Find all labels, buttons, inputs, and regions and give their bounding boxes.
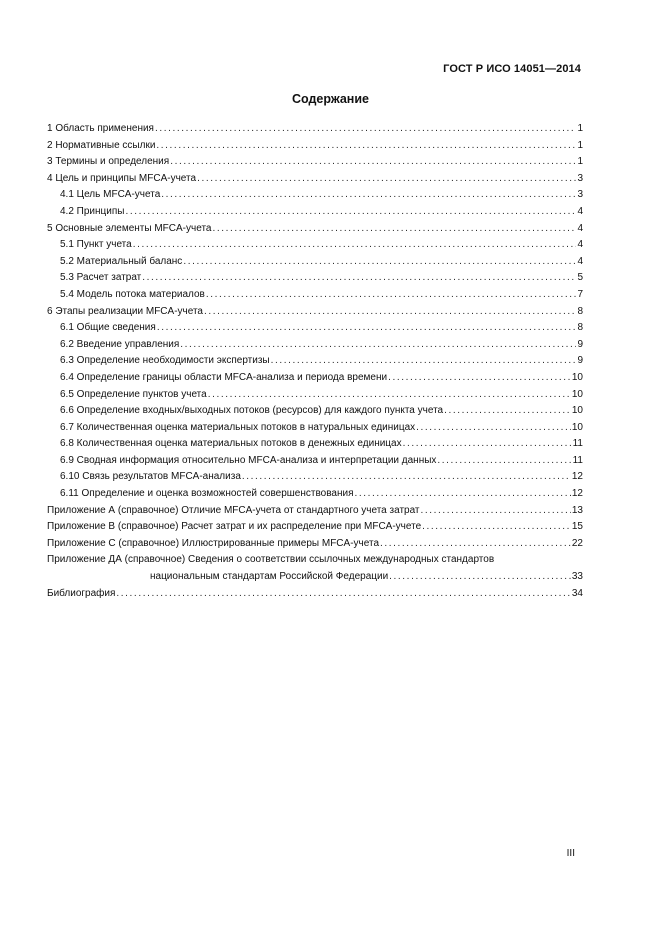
toc-entry[interactable] <box>47 486 583 503</box>
toc-entry-label: 5.2 Материальный баланс <box>60 255 183 267</box>
toc-entry[interactable] <box>47 387 583 404</box>
toc-leader-dots <box>206 287 577 304</box>
toc-entry-page: 12 <box>571 471 583 483</box>
toc-leader-dots <box>389 569 571 586</box>
toc-leader-dots <box>403 436 572 453</box>
toc-entry[interactable] <box>47 586 583 603</box>
toc-entry-label: 6.1 Общие сведения <box>60 322 156 334</box>
toc-entry[interactable] <box>47 552 583 585</box>
toc-entry[interactable] <box>47 187 583 204</box>
toc-leader-dots <box>242 469 571 486</box>
toc-entry-label: Приложение ДА (справочное) Сведения о соответствии ссылочных международных стандартов <box>47 554 495 566</box>
toc-leader-dots <box>157 320 577 337</box>
toc-entry[interactable] <box>47 304 583 321</box>
standard-designation: ГОСТ Р ИСО 14051—2014 <box>443 63 581 75</box>
toc-entry-page: 10 <box>571 371 583 383</box>
toc-entry[interactable] <box>47 138 583 155</box>
toc-entry-page: 10 <box>571 388 583 400</box>
toc-entry-page: 5 <box>577 272 583 284</box>
toc-leader-dots <box>416 420 571 437</box>
toc-entry-label: 6.7 Количественная оценка материальных потоков в натуральных единицах <box>60 421 416 433</box>
toc-entry-page: 4 <box>577 205 583 217</box>
toc-entry[interactable] <box>47 536 583 553</box>
toc-leader-dots <box>183 254 576 271</box>
toc-entry-label-continued: национальным стандартам Российской Федерации <box>150 571 389 583</box>
page-number: III <box>566 848 575 859</box>
toc-entry-page: 8 <box>577 305 583 317</box>
toc-entry[interactable] <box>47 320 583 337</box>
toc-entry-page: 33 <box>571 571 583 583</box>
toc-entry-label: 5.1 Пункт учета <box>60 239 132 251</box>
toc-entry-label: 6 Этапы реализации MFCA-учета <box>47 305 203 317</box>
toc-entry[interactable] <box>47 436 583 453</box>
toc-entry-label: 1 Область применения <box>47 123 154 134</box>
toc-leader-dots <box>133 237 577 254</box>
toc-entry[interactable] <box>47 420 583 437</box>
toc-entry-label: 6.10 Связь результатов MFCA-анализа <box>60 471 241 483</box>
toc-entry-page: 8 <box>577 322 583 334</box>
toc-entry[interactable] <box>47 204 583 221</box>
toc-entry-page: 9 <box>577 338 583 350</box>
toc-entry[interactable] <box>47 154 583 171</box>
toc-entry-page: 3 <box>577 172 583 184</box>
toc-leader-dots <box>155 121 576 138</box>
toc-entry-label: 6.3 Определение необходимости экспертизы <box>60 355 270 367</box>
toc-leader-dots <box>156 138 576 155</box>
toc-entry[interactable] <box>47 469 583 486</box>
toc-entry-label: Приложение С (справочное) Иллюстрированные примеры MFCA-учета <box>47 537 380 549</box>
toc-entry-page: 22 <box>571 537 583 549</box>
toc-entry-label: 6.6 Определение входных/выходных потоков (ресурсов) для каждого пункта учета <box>60 405 444 417</box>
toc-entry-page: 12 <box>571 488 583 500</box>
toc-leader-dots <box>422 519 571 536</box>
toc-entry[interactable] <box>47 353 583 370</box>
toc-entry-page: 1 <box>577 156 583 168</box>
toc-leader-dots <box>161 187 576 204</box>
toc-entry-label: 5.4 Модель потока материалов <box>60 288 205 300</box>
toc-leader-dots <box>437 453 571 470</box>
toc-entry[interactable] <box>47 270 583 287</box>
toc-entry-label: 5.3 Расчет затрат <box>60 272 142 284</box>
toc-entry-page: 15 <box>571 521 583 533</box>
toc-entry-page: 7 <box>577 288 583 300</box>
toc-entry[interactable] <box>47 237 583 254</box>
toc-entry-label: 6.8 Количественная оценка материальных потоков в денежных единицах <box>60 438 402 450</box>
toc-leader-dots <box>116 586 570 603</box>
table-of-contents <box>47 121 583 602</box>
toc-entry[interactable] <box>47 403 583 420</box>
toc-leader-dots <box>388 370 571 387</box>
toc-entry[interactable] <box>47 453 583 470</box>
toc-entry-label: 5 Основные элементы MFCA-учета <box>47 222 212 234</box>
toc-entry-page: 1 <box>577 123 583 134</box>
toc-entry-page: 13 <box>571 504 583 516</box>
toc-entry[interactable] <box>47 503 583 520</box>
toc-leader-dots <box>444 403 571 420</box>
toc-entry-page: 34 <box>571 587 583 599</box>
toc-leader-dots <box>355 486 571 503</box>
toc-entry-label: 4.2 Принципы <box>60 205 125 217</box>
toc-entry-label: Приложение А (справочное) Отличие MFCA-учета от стандартного учета затрат <box>47 504 420 516</box>
toc-entry-label: 6.2 Введение управления <box>60 338 180 350</box>
toc-entry[interactable] <box>47 254 583 271</box>
toc-entry[interactable] <box>47 121 583 138</box>
toc-entry-page: 3 <box>577 189 583 201</box>
toc-entry-page: 10 <box>571 405 583 417</box>
toc-entry-label: Библиография <box>47 587 116 599</box>
toc-entry-label: 6.11 Определение и оценка возможностей совершенствования <box>60 488 354 500</box>
toc-entry[interactable] <box>47 337 583 354</box>
toc-leader-dots <box>170 154 576 171</box>
toc-entry[interactable] <box>47 171 583 188</box>
toc-leader-dots <box>421 503 571 520</box>
toc-entry-label: 6.5 Определение пунктов учета <box>60 388 207 400</box>
toc-entry-label: 6.9 Сводная информация относительно MFCA-анализа и интерпретации данных <box>60 454 437 466</box>
toc-entry[interactable] <box>47 370 583 387</box>
toc-entry-page: 4 <box>577 239 583 251</box>
toc-leader-dots <box>125 204 576 221</box>
toc-leader-dots <box>142 270 576 287</box>
toc-entry-label: Приложение В (справочное) Расчет затрат и их распределение при MFCA-учете <box>47 521 422 533</box>
toc-leader-dots <box>197 171 576 188</box>
toc-leader-dots <box>212 221 576 238</box>
toc-entry-page: 1 <box>577 139 583 151</box>
toc-entry-label: 4 Цель и принципы MFCA-учета <box>47 172 197 184</box>
toc-leader-dots <box>180 337 576 354</box>
toc-entry[interactable] <box>47 519 583 536</box>
toc-leader-dots <box>204 304 576 321</box>
toc-leader-dots <box>271 353 577 370</box>
toc-leader-dots <box>208 387 571 404</box>
page-title: Содержание <box>291 92 369 106</box>
toc-leader-dots <box>380 536 571 553</box>
toc-entry-page: 4 <box>577 255 583 267</box>
toc-entry-label: 6.4 Определение границы области MFCA-анализа и периода времени <box>60 371 388 383</box>
toc-entry-label: 4.1 Цель MFCA-учета <box>60 189 161 201</box>
toc-entry-page: 9 <box>577 355 583 367</box>
toc-entry-page: 11 <box>572 454 583 466</box>
toc-entry[interactable] <box>47 221 583 238</box>
toc-entry-label: 2 Нормативные ссылки <box>47 139 156 151</box>
toc-entry-label: 3 Термины и определения <box>47 156 170 168</box>
toc-entry-page: 10 <box>571 421 583 433</box>
toc-entry-page: 4 <box>577 222 583 234</box>
toc-entry[interactable] <box>47 287 583 304</box>
toc-entry-page: 11 <box>572 438 583 450</box>
